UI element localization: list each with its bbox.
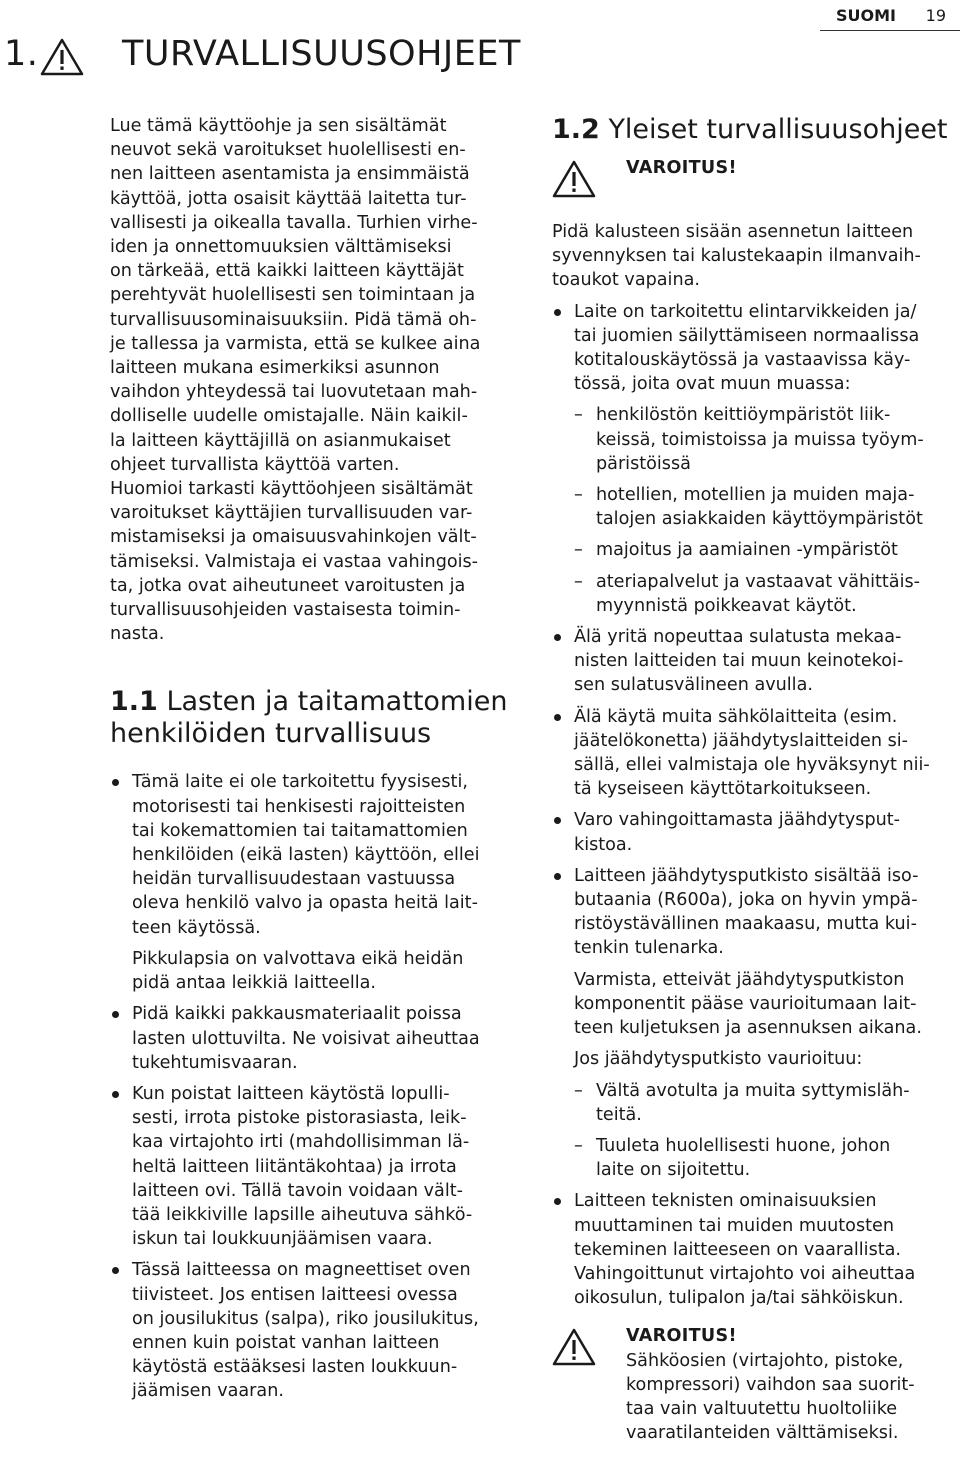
page-number: 19 [925,6,946,25]
list-item-note: Varmista, etteivät jäähdytysputkiston komponentit pääse vaurioitumaan lait- teen kuljetuksen ja asennuksen aikana. [574,969,922,1039]
warning-title: VAROITUS! [626,158,737,178]
list-item: Älä yritä nopeuttaa sulatusta mekaa- nisten laitteiden tai muun keinotekoi- sen sulatusvälineen avulla. [552,625,956,698]
child-safety-list [110,770,514,1403]
dash-item: – Tuuleta huolellisesti huone, johon laite on sijoitettu. [574,1134,956,1182]
general-safety-list [552,300,956,1311]
list-item: Kun poistat laitteen käytöstä lopulli- sesti, irrota pistoke pistorasiasta, leik- kaa virtajohto irti (mahdollisimman lä- heltä laitteen liitäntäkohtaa) ja irrota laitteen ovi. Tällä tavoin voidaan vält- tää leikkiville lapsille aiheutuva sähkö- iskun tai loukkuunjäämisen vaara. [110,1082,514,1251]
intro-paragraph: Lue tämä käyttöohje ja sen sisältämät neuvot sekä varoitukset huolellisesti en- nen laitteen asentamista ja ensimmäistä käyttöä, jotta osaisit käyttää laitetta tur- vallisesti ja oikealla tavalla. Turhien virhe- iden ja onnettomuuksien välttämiseksi on tärkeää, että kaikki laitteen käyttäjät perehtyvät huolellisesti sen toimintaan ja turvallisuusominaisuuksiin. Pidä tämä oh- je tallessa ja varmista, että se kulkee aina laitteen mukana esimerkiksi asunnon vaihdon yhteydessä tai luovutetaan mah- dolliselle uudelle omistajalle. Näin kaikil- la laitteen käyttäjillä on asianmukaiset ohjeet turvallista käyttöä varten. Huomioi tarkasti käyttöohjeen sisältämät varoitukset käyttäjien turvallisuuden var- mistamiseksi ja omaisuusvahinkojen vält- tämiseksi. Valmistaja ei vastaa vahingois- ta, jotka ovat aiheutuneet varoitusten ja turvallisuusohjeiden vastaisesta toimin- nasta. [110,116,481,645]
subsection-number: 1.2 [552,114,600,145]
list-item-note: Jos jäähdytysputkisto vaurioituu: [574,1049,863,1070]
subsection-heading-1-2: 1.2 Yleiset turvallisuusohjeet [552,114,948,145]
list-item-note: Pikkulapsia on valvottava eikä heidän pidä antaa leikkiä laitteella. [132,948,464,994]
warning-triangle-icon [552,160,596,205]
section-title-text: TURVALLISUUSOHJEET [122,34,521,74]
warning-triangle-icon [552,1328,596,1373]
list-item: Laite on tarkoitettu elintarvikkeiden ja/ tai juomien säilyttämiseen normaalissa kotitalouskäytössä ja vastaavissa käy- tössä, joita ovat muun muassa: – henkilöstön keittiöympäristöt liik- keissä, toimistoissa ja muissa työym- päristöissä – hotellien, motellien ja muiden maja- talojen asiakkaiden käyttöympäristöt – majoitus ja aamiainen -ympäristöt – ateriapalvelut ja vastaavat vähittäis- myynnistä poikkeavat käytöt. [552,300,956,618]
warning-title: VAROITUS! [626,1326,737,1347]
language-label: SUOMI [836,6,896,25]
list-item: Pidä kaikki pakkausmateriaalit poissa lasten ulottuvilta. Ne voisivat aiheuttaa tukehtumisvaaran. [110,1002,514,1075]
dash-item: – ateriapalvelut ja vastaavat vähittäis- myynnistä poikkeavat käytöt. [574,570,956,618]
list-item: Laitteen jäähdytysputkisto sisältää iso- butaania (R600a), joka on hyvin ympä- ristöystävällinen maakaasu, mutta kui- tenkin tulenarka. Varmista, etteivät jäähdytysputkiston komponentit pääse vaurioitumaan lait- teen kuljetuksen ja asennuksen aikana. Jos jäähdytysputkisto vaurioituu: – Vältä avotulta ja muita syttymisläh- teitä. – Tuuleta huolellisesti huone, johon laite on sijoitettu. [552,864,956,1182]
subsection-heading-1-1: 1.1 Lasten ja taitamattomien henkilöiden turvallisuus [110,686,508,750]
list-item: Laitteen teknisten ominaisuuksien muuttaminen tai muiden muutosten tekeminen laitteeseen on vaarallista. Vahingoittunut virtajohto voi aiheuttaa oikosulun, tulipalon ja/tai sähköiskun. [552,1189,956,1310]
dash-item: – majoitus ja aamiainen -ympäristöt [574,538,956,562]
dash-item: – henkilöstön keittiöympäristöt liik- keissä, toimistoissa ja muissa työym- päristöissä [574,403,956,476]
header-rule [820,30,960,31]
dash-item: – Vältä avotulta ja muita syttymisläh- teitä. [574,1079,956,1127]
warning-box-1 [552,156,956,216]
subsection-number: 1.1 [110,686,158,718]
section-title [0,34,560,82]
list-item: Tässä laitteessa on magneettiset oven tiivisteet. Jos entisen laitteesi ovessa on jousilukitus (salpa), riko jousilukitus, ennen kuin poistat vanhan laitteen käytöstä estääksesi lasten loukkuun- jäämisen vaaran. [110,1258,514,1403]
damage-actions-list [574,1079,956,1183]
warning-box-2: VAROITUS! Sähköosien (virtajohto, pistoke, kompressori) vaihdon saa suorit- taa vain valtuutettu huoltoliike vaaratilanteiden välttämiseksi. [552,1324,956,1445]
ventilation-paragraph: Pidä kalusteen sisään asennetun laitteen syvennyksen tai kalustekaapin ilmanvaih- toaukot vapaina. [552,222,921,291]
list-item: Älä käytä muita sähkölaitteita (esim. jäätelökonetta) jäähdytyslaitteiden si- sällä, ellei valmistaja ole hyväksynyt nii- tä kyseiseen käyttötarkoitukseen. [552,705,956,802]
list-item: Tämä laite ei ole tarkoitettu fyysisesti, motorisesti tai henkisesti rajoitteisten tai kokemattomien tai taitamattomien henkilöiden (eikä lasten) käyttöön, ellei heidän turvallisuudestaan vastuussa oleva henkilö valvo ja opasta heitä lait- teen käytössä. Pikkulapsia on valvottava eikä heidän pidä antaa leikkiä laitteella. [110,770,514,995]
usage-environments-list [574,403,956,618]
right-column [552,114,956,1445]
list-item: Varo vahingoittamasta jäähdytysput- kistoa. [552,808,956,856]
left-column [110,114,514,1404]
section-number: 1. [4,34,39,74]
dash-item: – hotellien, motellien ja muiden maja- talojen asiakkaiden käyttöympäristöt [574,483,956,531]
warning-triangle-icon [40,38,84,85]
